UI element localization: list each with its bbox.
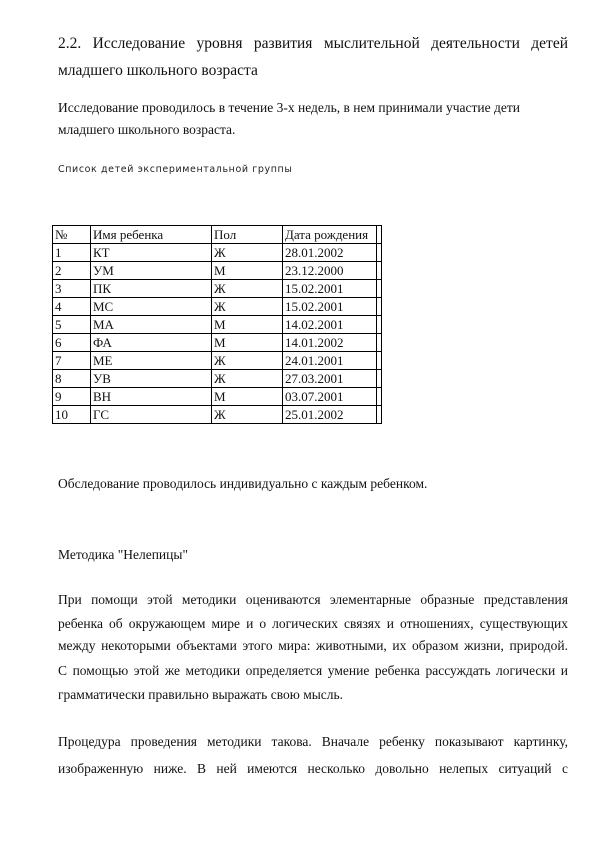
paragraph-line: ребенка об окружающем мире и о логических связях и отношениях, существующих bbox=[58, 616, 568, 631]
method-title: Методика "Нелепицы" bbox=[58, 547, 188, 562]
paragraph-line: грамматически правильно выражать свою мысль. bbox=[58, 687, 344, 702]
cell-sex: Ж bbox=[212, 280, 283, 298]
cell-number: 7 bbox=[53, 352, 91, 370]
table-header-row bbox=[53, 226, 382, 244]
cell-extra bbox=[377, 388, 382, 406]
paragraph-line: между некоторыми объектами этого мира: животными, их образом жизни, природой. bbox=[58, 638, 568, 653]
cell-birthdate: 25.01.2002 bbox=[283, 406, 377, 424]
cell-name: МС bbox=[91, 298, 212, 316]
cell-sex: Ж bbox=[212, 406, 283, 424]
paragraph-line: Процедура проведения методики такова. Вначале ребенку показывают картинку, bbox=[58, 734, 568, 749]
paragraph-line: изображенную ниже. В ней имеются несколько довольно нелепых ситуаций с bbox=[58, 761, 568, 776]
cell-name: МА bbox=[91, 316, 212, 334]
table-row bbox=[53, 298, 382, 316]
intro-paragraph bbox=[58, 97, 538, 141]
cell-birthdate: 15.02.2001 bbox=[283, 280, 377, 298]
cell-birthdate: 23.12.2000 bbox=[283, 262, 377, 280]
cell-name: ВН bbox=[91, 388, 212, 406]
cell-extra bbox=[377, 406, 382, 424]
table-row bbox=[53, 370, 382, 388]
cell-number: 4 bbox=[53, 298, 91, 316]
table-row bbox=[53, 316, 382, 334]
intro-line-2: младшего школьного возраста. bbox=[58, 122, 236, 137]
cell-extra bbox=[377, 316, 382, 334]
header-name: Имя ребенка bbox=[91, 226, 212, 244]
cell-name: МЕ bbox=[91, 352, 212, 370]
intro-line-1: Исследование проводилось в течение 3-х недель, в нем принимали участие дети bbox=[58, 100, 520, 115]
heading-line-1: 2.2. Исследование уровня развития мыслительной деятельности детей bbox=[58, 35, 568, 52]
cell-birthdate: 14.01.2002 bbox=[283, 334, 377, 352]
cell-number: 1 bbox=[53, 244, 91, 262]
cell-sex: Ж bbox=[212, 370, 283, 388]
cell-birthdate: 28.01.2002 bbox=[283, 244, 377, 262]
cell-number: 10 bbox=[53, 406, 91, 424]
cell-name: ГС bbox=[91, 406, 212, 424]
cell-birthdate: 03.07.2001 bbox=[283, 388, 377, 406]
cell-extra bbox=[377, 298, 382, 316]
header-birthdate: Дата рождения bbox=[283, 226, 377, 244]
table-row bbox=[53, 388, 382, 406]
paragraph-line: С помощью этой же методики определяется умение ребенка рассуждать логически и bbox=[58, 663, 568, 678]
method-description bbox=[58, 586, 568, 706]
cell-name: ФА bbox=[91, 334, 212, 352]
cell-sex: Ж bbox=[212, 244, 283, 262]
after-table-text: Обследование проводилось индивидуально с каждым ребенком. bbox=[58, 476, 428, 491]
cell-name: УМ bbox=[91, 262, 212, 280]
table-row bbox=[53, 262, 382, 280]
cell-extra bbox=[377, 280, 382, 298]
table-row bbox=[53, 244, 382, 262]
cell-extra bbox=[377, 334, 382, 352]
cell-name: УВ bbox=[91, 370, 212, 388]
table-row bbox=[53, 334, 382, 352]
cell-extra bbox=[377, 244, 382, 262]
cell-extra bbox=[377, 352, 382, 370]
table-row bbox=[53, 352, 382, 370]
header-sex: Пол bbox=[212, 226, 283, 244]
cell-number: 8 bbox=[53, 370, 91, 388]
cell-sex: М bbox=[212, 316, 283, 334]
cell-number: 6 bbox=[53, 334, 91, 352]
cell-birthdate: 15.02.2001 bbox=[283, 298, 377, 316]
cell-name: КТ bbox=[91, 244, 212, 262]
cell-sex: Ж bbox=[212, 352, 283, 370]
cell-birthdate: 14.02.2001 bbox=[283, 316, 377, 334]
table-row bbox=[53, 280, 382, 298]
children-table bbox=[52, 225, 382, 424]
table-row bbox=[53, 406, 382, 424]
cell-number: 3 bbox=[53, 280, 91, 298]
cell-birthdate: 27.03.2001 bbox=[283, 370, 377, 388]
section-heading bbox=[58, 30, 568, 84]
procedure-paragraph bbox=[58, 728, 568, 782]
cell-number: 5 bbox=[53, 316, 91, 334]
cell-extra bbox=[377, 262, 382, 280]
paragraph-line: При помощи этой методики оцениваются элементарные образные представления bbox=[58, 592, 568, 607]
cell-number: 9 bbox=[53, 388, 91, 406]
table-caption: Список детей экспериментальной группы bbox=[58, 164, 293, 175]
cell-number: 2 bbox=[53, 262, 91, 280]
cell-extra bbox=[377, 370, 382, 388]
cell-sex: Ж bbox=[212, 298, 283, 316]
table-body bbox=[53, 244, 382, 424]
cell-sex: М bbox=[212, 388, 283, 406]
cell-birthdate: 24.01.2001 bbox=[283, 352, 377, 370]
header-extra bbox=[377, 226, 382, 244]
cell-sex: М bbox=[212, 262, 283, 280]
cell-sex: М bbox=[212, 334, 283, 352]
header-number: № bbox=[53, 226, 91, 244]
cell-name: ПК bbox=[91, 280, 212, 298]
heading-line-2: младшего школьного возраста bbox=[58, 62, 258, 79]
